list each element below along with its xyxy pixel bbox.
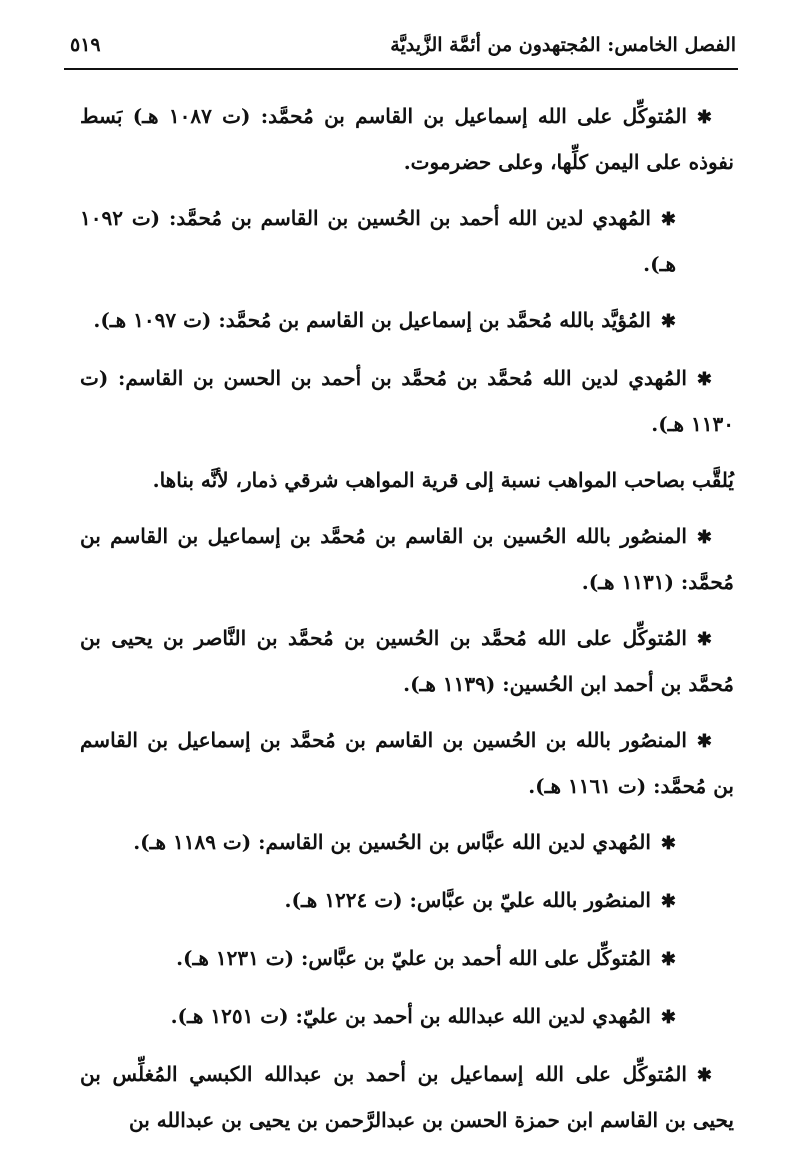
bullet-icon: ✱: [696, 369, 712, 390]
bullet-icon: ✱: [696, 527, 712, 548]
entry-text: المُهدي لدين الله مُحمَّد بن مُحمَّد بن أحمد بن الحسن بن القاسم: (ت ١١٣٠ هـ).: [80, 366, 734, 436]
entry-text: المُتوكِّل على الله أحمد بن عليّ بن عبَّاس: (ت ١٢٣١ هـ).: [176, 946, 651, 970]
list-item: [80, 616, 734, 706]
bullet-icon: ✱: [660, 1007, 676, 1028]
entry-text: المُهدي لدين الله أحمد بن الحُسين بن القاسم بن مُحمَّد: (ت ١٠٩٢ هـ).: [80, 206, 676, 276]
list-item: [80, 936, 734, 982]
bullet-icon: ✱: [660, 209, 676, 230]
list-item: [80, 196, 734, 286]
entry-text: المُتوكِّل على الله إسماعيل بن أحمد بن عبدالله الكبسي المُغلِّس بن يحيى بن القاسم ابن حمزة الحسن بن عبدالرَّحمن بن يحيى بن عبدالله بن: [80, 1062, 734, 1132]
page-header: [64, 26, 736, 66]
entry-text: المنصُور بالله عليّ بن عبَّاس: (ت ١٢٢٤ هـ).: [284, 888, 651, 912]
bullet-icon: ✱: [660, 311, 676, 332]
bullet-icon: ✱: [696, 629, 712, 650]
list-item: [80, 718, 734, 808]
list-item: [80, 1052, 734, 1142]
list-item: [80, 356, 734, 446]
entry-text: المُهدي لدين الله عبَّاس بن الحُسين بن القاسم: (ت ١١٨٩ هـ).: [133, 830, 651, 854]
page-body: [80, 94, 734, 1154]
running-title: الفصل الخامس: المُجتهدون من أئمَّة الزَّيديَّة: [390, 34, 736, 56]
bullet-icon: ✱: [660, 949, 676, 970]
page-number: ٥١٩: [70, 34, 101, 56]
entry-text: المُتوكِّل على الله إسماعيل بن القاسم بن مُحمَّد: (ت ١٠٨٧ هـ) بَسط نفوذه على اليمن كلِّها، وعلى حضرموت.: [80, 104, 734, 174]
list-item: [80, 994, 734, 1040]
entry-text: المنصُور بالله بن الحُسين بن القاسم بن مُحمَّد بن إسماعيل بن القاسم بن مُحمَّد: (ت ١١٦١ هـ).: [80, 728, 734, 798]
bullet-icon: ✱: [660, 833, 676, 854]
bullet-icon: ✱: [696, 731, 712, 752]
entry-text: المُؤيَّد بالله مُحمَّد بن إسماعيل بن القاسم بن مُحمَّد: (ت ١٠٩٧ هـ).: [93, 308, 651, 332]
bullet-icon: ✱: [696, 107, 713, 128]
header-rule: [64, 68, 738, 70]
bullet-icon: ✱: [696, 1065, 712, 1086]
list-item: [80, 298, 734, 344]
note-text: يُلقَّب بصاحب المواهب نسبة إلى قرية المواهب شرقي ذمار، لأنَّه بناها.: [152, 468, 734, 492]
list-item: [80, 878, 734, 924]
entry-text: المُهدي لدين الله عبدالله بن أحمد بن عليّ: (ت ١٢٥١ هـ).: [170, 1004, 651, 1028]
entry-text: المُتوكِّل على الله مُحمَّد بن الحُسين بن مُحمَّد بن النَّاصر بن يحيى بن مُحمَّد بن أحمد ابن الحُسين: (١١٣٩ هـ).: [80, 626, 734, 696]
list-item: [80, 514, 734, 604]
entry-text: المنصُور بالله الحُسين بن القاسم بن مُحمَّد بن إسماعيل بن القاسم بن مُحمَّد: (١١٣١ هـ).: [80, 524, 734, 594]
bullet-icon: ✱: [660, 891, 676, 912]
note-paragraph: [80, 458, 734, 502]
list-item: [80, 820, 734, 866]
list-item: [80, 94, 734, 184]
